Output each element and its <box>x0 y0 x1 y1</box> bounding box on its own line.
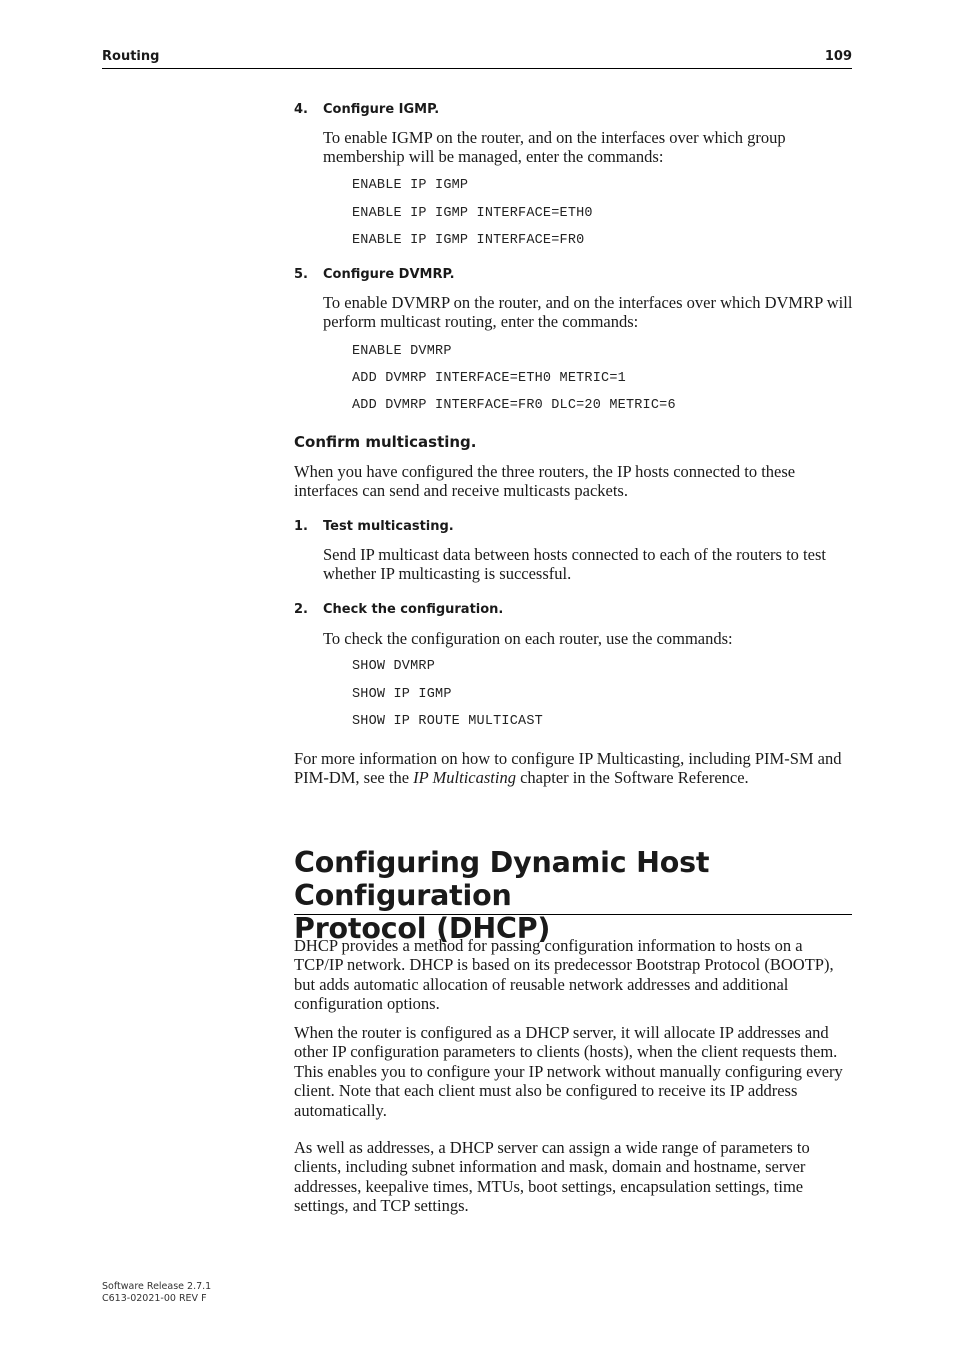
running-head-section: Routing <box>102 49 160 64</box>
more-info-paragraph <box>294 749 854 788</box>
page-number: 109 <box>824 49 852 64</box>
command-line: ENABLE IP IGMP INTERFACE=FR0 <box>352 233 585 248</box>
command-line: SHOW IP ROUTE MULTICAST <box>352 714 543 729</box>
paragraph: When the router is configured as a DHCP server, it will allocate IP addresses and other IP configuration parameters to clients (hosts), when the client requests them. This enables you to configure your IP network without manually configuring every client. Note that each client must also be configured to receive its IP address automatically. <box>294 1023 843 1120</box>
step-text: To enable DVMRP on the router, and on the interfaces over which DVMRP will perform multicast routing, enter the commands: <box>323 293 853 332</box>
step-number: 2. <box>294 602 308 617</box>
step-title: Test multicasting. <box>323 519 454 534</box>
footer-doc-code: C613-02021-00 REV F <box>102 1292 207 1304</box>
page-footer <box>102 1281 211 1304</box>
section-title <box>294 846 854 945</box>
more-info-text-end: chapter in the Software Reference. <box>515 768 749 788</box>
command-line: ENABLE IP IGMP <box>352 178 469 193</box>
chapter-reference: IP Multicasting <box>413 768 516 788</box>
step-number: 5. <box>294 267 308 282</box>
command-line: ENABLE IP IGMP INTERFACE=ETH0 <box>352 206 593 221</box>
step-text: To enable IGMP on the router, and on the interfaces over which group membership will be managed, enter the commands: <box>323 128 786 167</box>
step-number: 1. <box>294 519 308 534</box>
section-title-line: Protocol (DHCP) <box>294 912 551 945</box>
section-rule <box>294 914 852 915</box>
page-header <box>102 48 852 69</box>
step-title: Configure IGMP. <box>323 102 440 117</box>
subsection-heading: Confirm multicasting. <box>294 433 477 451</box>
command-line: SHOW DVMRP <box>352 659 436 674</box>
more-info-text: For more information on how to configure IP Multicasting, including PIM-SM and PIM-DM, see the <box>294 749 842 788</box>
step-title: Check the configuration. <box>323 602 504 617</box>
section-title-line: Configuring Dynamic Host Configuration <box>294 846 710 912</box>
step-title: Configure DVMRP. <box>323 267 455 282</box>
paragraph: DHCP provides a method for passing configuration information to hosts on a TCP/IP network. DHCP is based on its predecessor Bootstrap Protocol (BOOTP), but adds automatic allocation of reusable network addresses and additional configuration options. <box>294 936 834 1014</box>
command-line: SHOW IP IGMP <box>352 687 452 702</box>
step-text: To check the configuration on each router, use the commands: <box>323 629 733 648</box>
paragraph: When you have configured the three routers, the IP hosts connected to these interfaces can send and receive multicasts packets. <box>294 462 796 501</box>
command-line: ADD DVMRP INTERFACE=FR0 DLC=20 METRIC=6 <box>352 398 676 413</box>
command-line: ENABLE DVMRP <box>352 344 452 359</box>
command-line: ADD DVMRP INTERFACE=ETH0 METRIC=1 <box>352 371 626 386</box>
step-number: 4. <box>294 102 308 117</box>
step-text: Send IP multicast data between hosts connected to each of the routers to test whether IP multicasting is successful. <box>323 545 826 584</box>
footer-release: Software Release 2.7.1 <box>102 1281 212 1292</box>
paragraph: As well as addresses, a DHCP server can assign a wide range of parameters to clients, including subnet information and mask, domain and hostname, server addresses, keepalive times, MTUs, boot settings, encapsulation settings, time settings, and TCP settings. <box>294 1138 810 1216</box>
